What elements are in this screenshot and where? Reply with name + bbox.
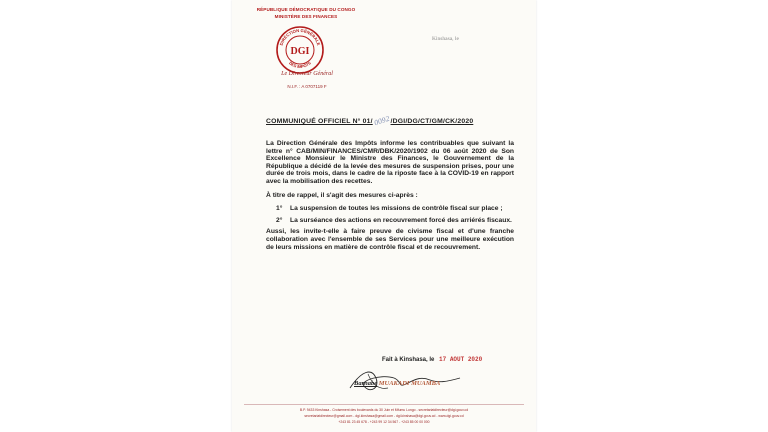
svg-text:DES IMPÔTS: [288, 60, 312, 69]
footer-line-emails: secretariatdirecteur@gmail.com - dgi.kinshasa@gmail.com - dgi.kinshasa@dgi.gouv.cd - www.dgi.gouv.cd: [304, 414, 464, 418]
signatory-name: [354, 380, 440, 387]
footer-line-address: B.P. 9433 Kinshasa - Croisement des boulevards du 30 Juin et Mfumu Longo - secretariatdirecteur@dgi.gouv.cd: [299, 408, 469, 412]
list-item-text: La surséance des actions en recouvrement forcé des arriérés fiscaux.: [290, 216, 512, 224]
list-item-text: La suspension de toutes les missions de contrôle fiscal sur place ;: [290, 205, 503, 213]
title-prefix: COMMUNIQUÉ OFFICIEL N° 01/: [266, 118, 373, 125]
communique-body: [266, 140, 514, 257]
svg-text:DIRECTION GÉNÉRALE: [279, 28, 322, 46]
paragraph-closing: Aussi, les invite-t-elle à faire preuve de civisme fiscal et d'une franche collaboration avec l'ensemble de ses Services pour une meilleure exécution de leurs missions en matière de contrôle fiscal et de recouvrement.: [266, 228, 514, 251]
document-page: [232, 0, 536, 432]
logo-text-top: DIRECTION GÉNÉRALE: [278, 27, 322, 47]
page-footer: [244, 404, 524, 425]
signatory-first-name: Barnabé: [354, 380, 378, 387]
nif-number: N.I.F. : A 0707119 F: [287, 84, 327, 89]
logo-text-bottom: DES IMPÔTS: [288, 60, 312, 70]
place-date-line: Kinshasa, le: [432, 36, 459, 42]
date-stamp: 17 AOUT 2020: [439, 356, 483, 363]
list-item: [276, 205, 514, 213]
list-item-number: 1°: [276, 205, 283, 213]
signatory-last-name: MUAKADI MUAMBA: [378, 380, 441, 387]
country-name: RÉPUBLIQUE DÉMOCRATIQUE DU CONGO: [256, 7, 356, 12]
list-item: [276, 217, 514, 225]
list-item-number: 2°: [276, 216, 283, 224]
director-title: Le Directeur Général: [281, 71, 333, 77]
ministry-name: MINISTÈRE DES FINANCES: [274, 14, 338, 19]
paragraph-reminder: À titre de rappel, il s'agit des mesures ci-après :: [266, 191, 418, 199]
communique-title: [266, 113, 526, 128]
fait-text: Fait à Kinshasa, le: [382, 357, 435, 363]
handwritten-number: 0092: [372, 113, 391, 128]
paragraph-intro: La Direction Générale des Impôts informe les contribuables que suivant la lettre n° CAB/MIN/FINANCES/CMR/DBK/2020/1902 du 06 août 2020 de Son Excellence Monsieur le Ministre des Finances, le Gouvernement de la République a décidé de la levée des mesures de suspension prises, pour une durée de trois mois, dans le cadre de la riposte face à la COVID-19 en rapport avec la mobilisation des recettes.: [266, 140, 514, 185]
footer-line-phones: +243 81 23 45 678 - +243 99 12 34 567 - +243 85 00 00 000: [338, 420, 430, 424]
dgi-logo-icon: [272, 22, 328, 78]
signing-place-date: [382, 356, 532, 363]
title-suffix: /DGI/DG/CT/GM/CK/2020: [390, 118, 474, 125]
letterhead: [246, 6, 366, 20]
logo-letters: DGI: [290, 46, 310, 57]
